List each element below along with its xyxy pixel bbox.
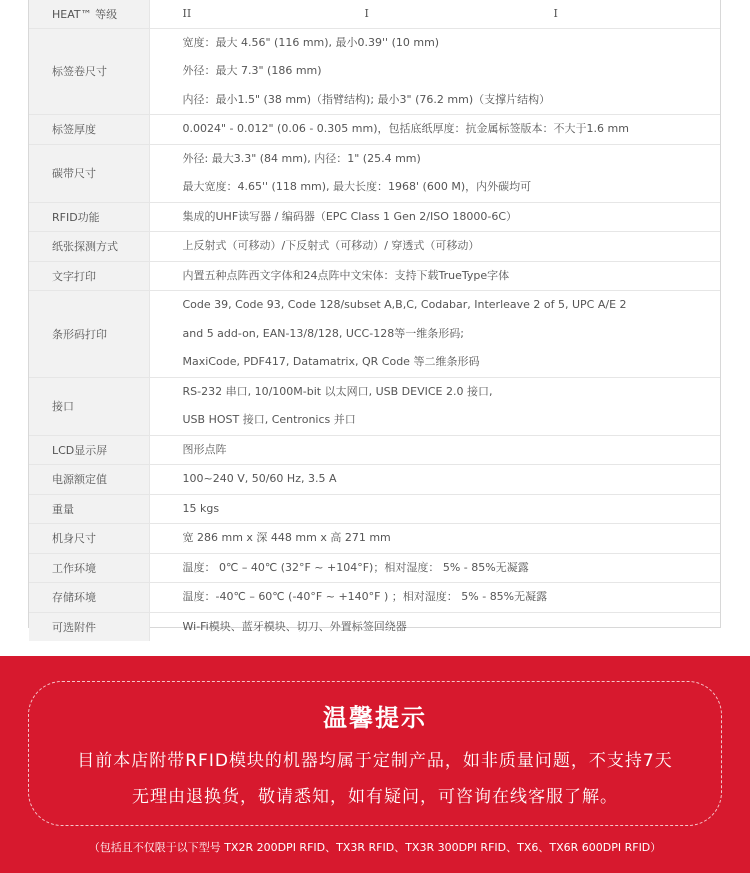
spec-row xyxy=(29,28,720,115)
spec-value xyxy=(149,261,720,291)
spec-value-line: 上反射式（可移动）/下反射式（可移动）/ 穿透式（可移动） xyxy=(182,239,480,252)
spec-value-line: 15 kgs xyxy=(182,501,220,515)
spec-value xyxy=(149,553,720,583)
spec-row xyxy=(29,291,720,378)
spec-label: RFID功能 xyxy=(29,202,149,232)
heat-grade: I xyxy=(553,7,558,20)
notice-title: 温馨提示 xyxy=(323,704,427,732)
spec-value-line: 外径: 最大3.3" (84 mm), 内径：1" (25.4 mm) xyxy=(182,151,421,165)
spec-value-line: 100~240 V, 50/60 Hz, 3.5 A xyxy=(182,472,337,485)
notice-text-line-2: 无理由退换货，敬请悉知，如有疑问，可咨询在线客服了解。 xyxy=(132,787,618,807)
spec-row xyxy=(29,144,720,202)
spec-row xyxy=(29,435,720,465)
spec-value xyxy=(149,291,720,378)
spec-table xyxy=(29,0,720,641)
spec-value-line: MaxiCode, PDF417, Datamatrix, QR Code 等二维条形码 xyxy=(182,355,480,368)
heat-grade: I xyxy=(364,7,369,20)
spec-value xyxy=(149,144,720,202)
notice-dashed-box xyxy=(28,681,722,826)
spec-label: LCD显示屏 xyxy=(29,435,149,465)
spec-row xyxy=(29,202,720,232)
spec-value xyxy=(149,524,720,554)
notice-banner xyxy=(0,656,750,873)
spec-label: 接口 xyxy=(29,377,149,435)
spec-row xyxy=(29,553,720,583)
spec-label: 碳带尺寸 xyxy=(29,144,149,202)
spec-value-line: RS-232 串口, 10/100M-bit 以太网口, USB DEVICE 2.0 接口, xyxy=(182,384,493,398)
spec-label: HEAT™ 等级 xyxy=(29,0,149,28)
spec-row-heat xyxy=(29,0,720,28)
spec-value-line: and 5 add-on, EAN-13/8/128, UCC-128等一维条形码; xyxy=(182,326,464,340)
spec-row xyxy=(29,524,720,554)
spec-row xyxy=(29,494,720,524)
spec-row xyxy=(29,115,720,145)
spec-value xyxy=(149,612,720,641)
heat-grade-values xyxy=(149,0,720,28)
spec-value xyxy=(149,377,720,435)
spec-value-line: 0.0024" - 0.012" (0.06 - 0.305 mm)，包括底纸厚度：抗金属标签版本：不大于1.6 mm xyxy=(182,122,629,135)
spec-value-line: 集成的UHF读写器 / 编码器（EPC Class 1 Gen 2/ISO 18000-6C） xyxy=(182,209,518,223)
spec-label: 重量 xyxy=(29,494,149,524)
spec-value-line: 宽 286 mm x 深 448 mm x 高 271 mm xyxy=(182,531,391,544)
spec-label: 电源额定值 xyxy=(29,465,149,495)
spec-label: 存储环境 xyxy=(29,583,149,613)
spec-value-line: 内径：最小1.5" (38 mm)（指臂结构); 最小3" (76.2 mm)（支撑片结构） xyxy=(182,92,551,106)
spec-value-line: 宽度：最大 4.56" (116 mm), 最小0.39'' (10 mm) xyxy=(182,35,440,49)
spec-row xyxy=(29,465,720,495)
spec-value-line: 内置五种点阵西文字体和24点阵中文宋体：支持下载TrueType字体 xyxy=(182,268,510,282)
spec-label: 标签卷尺寸 xyxy=(29,28,149,115)
spec-row xyxy=(29,261,720,291)
spec-value xyxy=(149,465,720,495)
spec-value xyxy=(149,28,720,115)
spec-label: 工作环境 xyxy=(29,553,149,583)
spec-row xyxy=(29,377,720,435)
spec-value-line: 最大宽度：4.65'' (118 mm), 最大长度：1968' (600 M)，内外碳均可 xyxy=(182,180,532,193)
spec-value-line: Wi-Fi模块、蓝牙模块、切刀、外置标签回绕器 xyxy=(182,619,407,633)
spec-value xyxy=(149,115,720,145)
spec-value xyxy=(149,583,720,613)
spec-value-line: 温度： 0℃ – 40℃ (32°F ~ +104°F)；相对湿度： 5% - 85%无凝露 xyxy=(182,560,529,574)
notice-footnote: （包括且不仅限于以下型号 TX2R 200DPI RFID、TX3R RFID、TX3R 300DPI RFID、TX6、TX6R 600DPI RFID） xyxy=(88,841,662,854)
spec-row xyxy=(29,232,720,262)
spec-value-line: Code 39, Code 93, Code 128/subset A,B,C, Codabar, Interleave 2 of 5, UPC A/E 2 xyxy=(182,298,627,311)
spec-value xyxy=(149,202,720,232)
spec-value xyxy=(149,232,720,262)
spec-value xyxy=(149,435,720,465)
spec-row xyxy=(29,583,720,613)
spec-value-line: 温度：-40℃ – 60℃ (-40°F ~ +140°F ) ；相对湿度： 5% - 85%无凝露 xyxy=(182,590,548,603)
spec-label: 标签厚度 xyxy=(29,115,149,145)
heat-grade: II xyxy=(182,7,192,20)
spec-label: 可选附件 xyxy=(29,612,149,641)
spec-row xyxy=(29,612,720,641)
spec-value xyxy=(149,494,720,524)
spec-label: 纸张探测方式 xyxy=(29,232,149,262)
spec-label: 条形码打印 xyxy=(29,291,149,378)
notice-text-line-1: 目前本店附带RFID模块的机器均属于定制产品，如非质量问题，不支持7天 xyxy=(77,751,673,771)
spec-value-line: 外径：最大 7.3" (186 mm) xyxy=(182,64,322,77)
spec-label: 文字打印 xyxy=(29,261,149,291)
spec-value-line: 图形点阵 xyxy=(182,442,227,456)
spec-label: 机身尺寸 xyxy=(29,524,149,554)
spec-value-line: USB HOST 接口, Centronics 并口 xyxy=(182,413,356,426)
spec-table-container xyxy=(28,0,721,634)
